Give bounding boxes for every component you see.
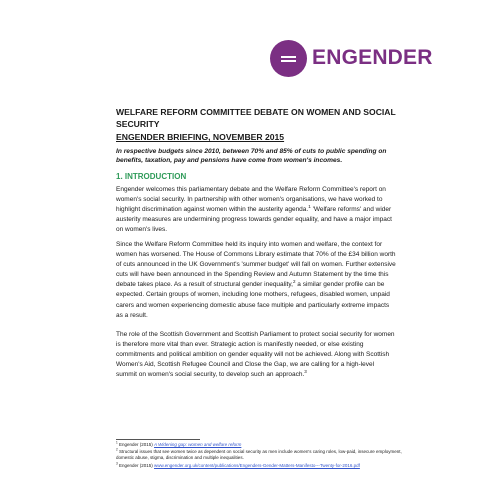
footnote-3-text: Engender (2015)	[117, 463, 155, 468]
footnote-ref-3[interactable]: 3	[304, 369, 307, 375]
engender-logo	[270, 40, 433, 80]
footnote-1	[116, 442, 406, 448]
footnote-3-number: 3	[116, 461, 118, 466]
footnote-1-text: Engender (2015)	[117, 442, 155, 447]
paragraph-1-text-b: 'Welfare reforms' and wider austerity measures are undermining progress towards gender equality, and have a major impact on women's lives.	[116, 206, 392, 234]
paragraph-2	[116, 240, 396, 321]
paragraph-2-text-b: a similar gender profile can be expected. Certain groups of women, including lone mothers, refugees, disabled women, unpaid carers and women experiencing domestic abuse face multiple and particularly extreme impacts as a result.	[116, 281, 390, 319]
paragraph-3	[116, 330, 396, 380]
footnote-divider	[116, 439, 200, 440]
footnote-ref-1[interactable]: 1	[308, 204, 311, 210]
document-subtitle: ENGENDER BRIEFING, NOVEMBER 2015	[116, 132, 285, 142]
footnote-1-link[interactable]: A Widening gap: women and welfare reform	[154, 442, 242, 447]
document-title: WELFARE REFORM COMMITTEE DEBATE ON WOMEN AND SOCIAL SECURITY	[116, 107, 396, 129]
footnote-2	[116, 449, 406, 461]
paragraph-3-text-a: The role of the Scottish Government and Scottish Parliament to protect social security for women is therefore more vital than ever. Strategic action is manifestly needed, or else existing commitments and political ambition on gender equality will not be achieved. Along with Scottish Women's Aid, Scottish Refugee Council and Close the Gap, we are calling for a high-level summit on women's social security, to develop such an approach.	[116, 331, 395, 379]
section-heading-introduction: 1. INTRODUCTION	[116, 172, 187, 181]
footnote-2-text: Structural issues that see women twice as dependent on social security as men include women's caring roles, low-paid, insecure employment, domestic abuse, stigma, discrimination and multiple inequalities.	[116, 449, 402, 460]
footnote-3	[116, 463, 406, 469]
footnote-3-link[interactable]: www.engender.org.uk/content/publications/Engenders-Gender-Matters-Manifesto---Twenty-for-2016.pdf	[154, 463, 360, 468]
footnote-2-number: 2	[116, 447, 118, 452]
equals-icon	[270, 40, 307, 77]
paragraph-2-text-a: Since the Welfare Reform Committee held its inquiry into women and welfare, the context for women has worsened. The House of Commons Library estimate that 70% of the £34 billion worth of cuts announced in the UK Government's 'summer budget' will fall on women. Further extensive cuts will have been announced in the Spending Review and Autumn Statement by the time this debate takes place. As a result of structural gender inequality,	[116, 241, 396, 289]
footnote-1-number: 1	[116, 440, 118, 445]
paragraph-1-text-a: Engender welcomes this parliamentary debate and the Welfare Reform Committee's report on women's social security. In partnership with other women's organisations, we have worked to highlight discrimination against women within the austerity agenda.	[116, 186, 386, 214]
paragraph-1	[116, 185, 396, 235]
intro-statement: In respective budgets since 2010, between 70% and 85% of cuts to public spending on benefits, taxation, pay and pensions have come from women's incomes.	[116, 148, 387, 165]
logo-text: ENGENDER	[312, 46, 433, 69]
footnote-ref-2[interactable]: 2	[292, 279, 296, 285]
